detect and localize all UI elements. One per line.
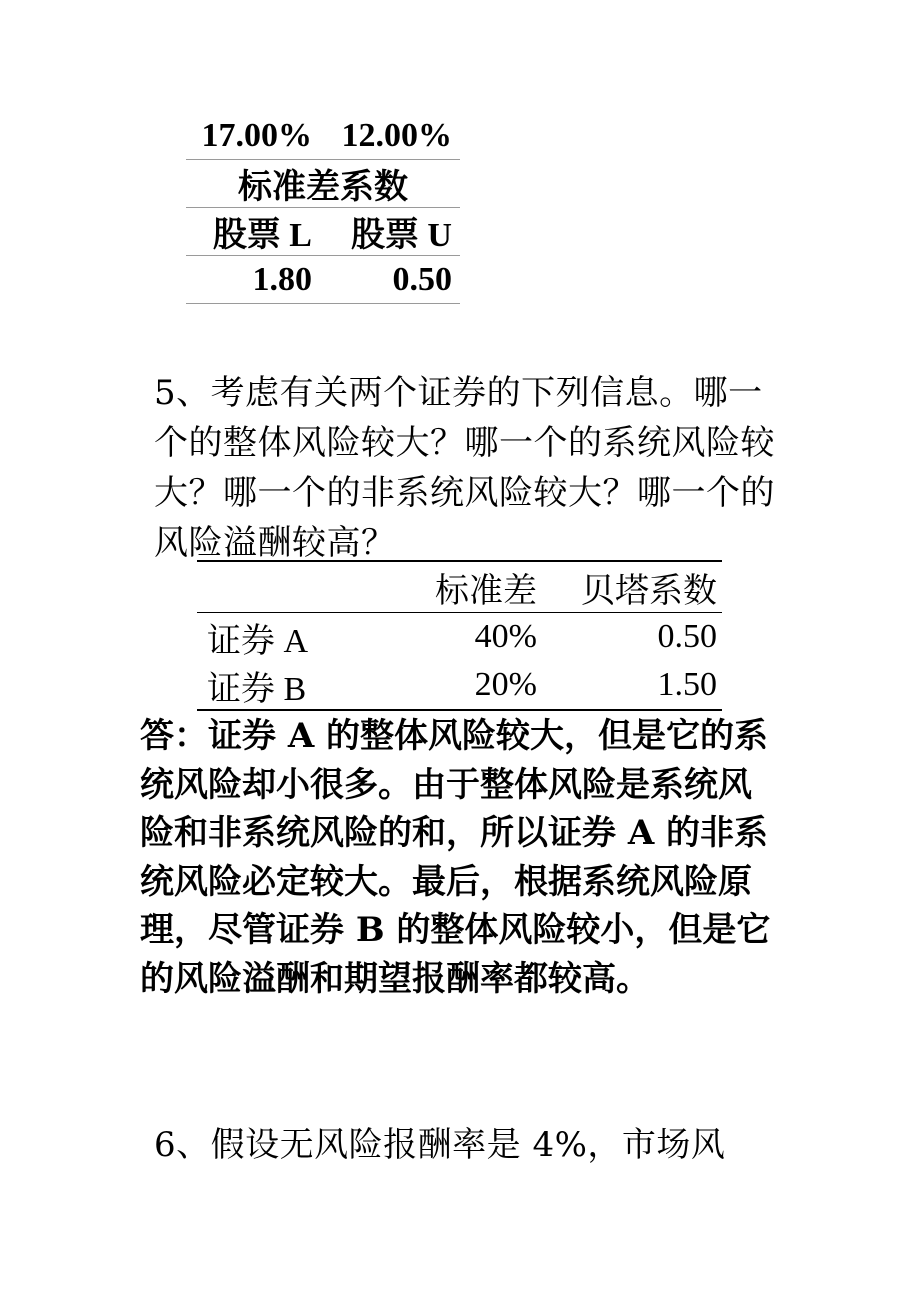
table-cell: 0.50 [657, 618, 717, 655]
table-cell: 20% [474, 666, 537, 703]
question-5: 5、考虑有关两个证券的下列信息。哪一个的整体风险较大？哪一个的系统风险较大？哪一个的非系统风险较大？哪一个的风险溢酬较高？ [154, 373, 775, 563]
table-header-cell: 贝塔系数 [581, 572, 717, 610]
stats-cell: 17.00% [201, 116, 312, 154]
stats-row-returns [186, 112, 460, 160]
table-cell: 证券 A [207, 622, 309, 660]
stats-cell: 12.00% [341, 116, 452, 154]
stats-heading-row [186, 160, 460, 208]
table-cell: 1.50 [657, 666, 717, 703]
table-row [197, 613, 722, 661]
answer-paragraph: 答：证券 A 的整体风险较大，但是它的系统风险却小很多。由于整体风险是系统风险和非系统风险的和，所以证券 A 的非系统风险必定较大。最后，根据系统风险原理，尽管证券 B 的整体风险较小，但是它的风险溢酬和期望报酬率都较高。 [140, 716, 771, 999]
stats-cell: 1.80 [252, 260, 312, 298]
table-header-row [197, 562, 722, 613]
stock-stats-table [186, 112, 460, 304]
table-header-cell: 标准差 [435, 572, 537, 610]
table-cell: 证券 B [207, 670, 307, 708]
stats-col-header: 股票 U [350, 217, 452, 254]
table-cell: 40% [474, 618, 537, 655]
stats-col-header: 股票 L [212, 217, 312, 254]
stats-values-row [186, 256, 460, 304]
stats-heading: 标准差系数 [238, 169, 408, 206]
stats-cell: 0.50 [392, 260, 452, 298]
question-6: 6、假设无风险报酬率是 4%，市场风 [154, 1125, 726, 1165]
table-row [197, 661, 722, 709]
securities-table [197, 560, 722, 711]
stats-col-header-row [186, 208, 460, 256]
